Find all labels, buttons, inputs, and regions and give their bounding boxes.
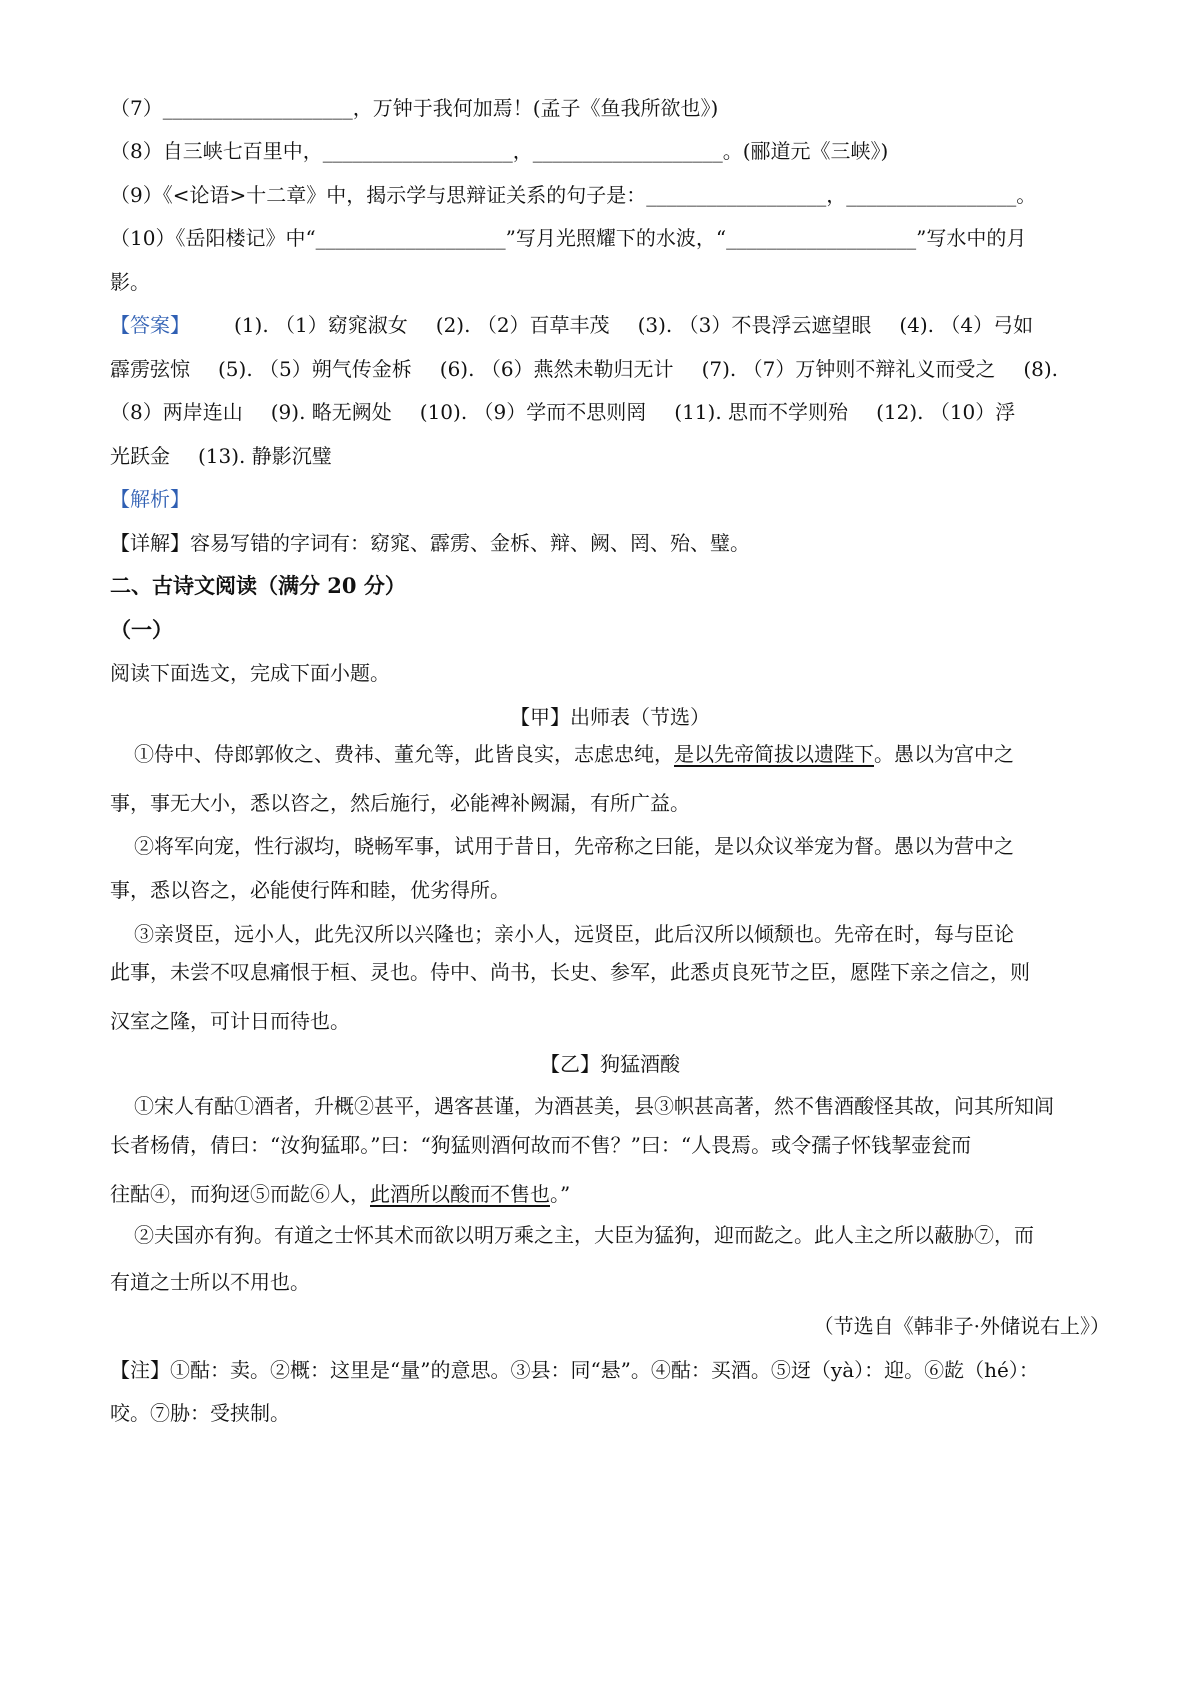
yi-text: 。”	[550, 1182, 571, 1206]
answer-item: (7). （7）万钟则不辩礼义而受之	[701, 357, 996, 381]
jia-paragraph-2-line-1: ②将军向宠，性行淑均，晓畅军事，试用于昔日，先帝称之曰能，是以众议举宠为督。愚以为营中之	[134, 834, 1014, 858]
jia-text: 。愚以为宫中之	[874, 742, 1014, 766]
jia-paragraph-3-line-1: ③亲贤臣，远小人，此先汉所以兴隆也；亲小人，远贤臣，此后汉所以倾颓也。先帝在时，每与臣论	[134, 922, 1014, 946]
answer-line-1	[110, 311, 1110, 339]
notes-line-2: 咬。⑦胁：受挟制。	[110, 1401, 290, 1425]
analysis-detail: 【详解】容易写错的字词有：窈窕、霹雳、金柝、辩、阙、罔、殆、璧。	[110, 531, 750, 555]
answer-item: (6). （6）燕然未勒归无计	[439, 357, 674, 381]
passage-yi-title: 【乙】狗猛酒酸	[540, 1052, 680, 1076]
answer-item: (12). （10）浮	[876, 400, 1016, 424]
jia-text: ①侍中、侍郎郭攸之、费祎、董允等，此皆良实，志虑忠纯，	[134, 742, 674, 766]
section-title: 二、古诗文阅读（满分 20 分）	[110, 573, 406, 598]
yi-text: 往酤④，而狗迓⑤而龁⑥人，	[110, 1182, 370, 1206]
fill-question-9: （9）《<论语>十二章》中，揭示学与思辩证关系的句子是：__________________，_________________。	[110, 183, 1037, 207]
fill-question-10-cont: 影。	[110, 270, 150, 294]
fill-question-7: （7）___________________，万钟于我何加焉！(孟子《鱼我所欲也》)	[110, 96, 719, 120]
passage-jia-title: 【甲】出师表（节选）	[510, 705, 710, 729]
jia-paragraph-2-line-2: 事，悉以咨之，必能使行阵和睦，优劣得所。	[110, 878, 510, 902]
answer-item: (2). （2）百草丰茂	[435, 313, 610, 337]
jia-paragraph-1-line-2: 事，事无大小，悉以咨之，然后施行，必能裨补阙漏，有所广益。	[110, 791, 690, 815]
answer-item: 光跃金	[110, 444, 170, 468]
jia-underlined-sentence: 是以先帝简拔以遗陛下	[674, 742, 874, 766]
yi-paragraph-1-line-3	[110, 1180, 1110, 1208]
yi-paragraph-2-line-2: 有道之士所以不用也。	[110, 1270, 310, 1294]
reading-instruction: 阅读下面选文，完成下面小题。	[110, 661, 390, 685]
answer-item: (3). （3）不畏浮云遮望眼	[637, 313, 872, 337]
answer-item: (9). 略无阙处	[270, 400, 392, 424]
answer-item: (10). （9）学而不思则罔	[419, 400, 647, 424]
analysis-label: 【解析】	[110, 487, 190, 511]
yi-paragraph-1-line-2: 长者杨倩，倩曰：“汝狗猛耶。”曰：“狗猛则酒何故而不售？”曰：“人畏焉。或令孺子怀钱挈壶瓮而	[110, 1133, 972, 1157]
answer-item: （8）两岸连山	[110, 400, 243, 424]
section-subtitle: （一）	[110, 617, 173, 642]
answer-line-3	[110, 398, 1110, 426]
fill-question-10: （10）《岳阳楼记》中“___________________”写月光照耀下的水波，“___________________”写水中的月	[110, 226, 1027, 250]
yi-underlined-sentence: 此酒所以酸而不售也	[370, 1182, 550, 1206]
notes-line-1: 【注】①酤：卖。②概：这里是“量”的意思。③县：同“悬”。④酤：买酒。⑤迓（yà）：迎。⑥龁（hé）：	[110, 1358, 1039, 1382]
yi-paragraph-2-line-1: ②夫国亦有狗。有道之士怀其术而欲以明万乘之主，大臣为猛狗，迎而龁之。此人主之所以蔽胁⑦，而	[134, 1223, 1034, 1247]
answer-line-4	[110, 442, 1110, 470]
answer-item: (13). 静影沉璧	[198, 444, 332, 468]
answer-label: 【答案】	[110, 313, 190, 337]
answer-item: (8).	[1023, 357, 1059, 381]
answer-item: 霹雳弦惊	[110, 357, 190, 381]
answer-item: (11). 思而不学则殆	[674, 400, 849, 424]
yi-source: （节选自《韩非子·外储说右上》）	[813, 1314, 1110, 1338]
jia-paragraph-3-line-3: 汉室之隆，可计日而待也。	[110, 1009, 350, 1033]
fill-question-8: （8）自三峡七百里中，___________________，___________________。(郦道元《三峡》)	[110, 139, 889, 163]
yi-paragraph-1-line-1: ①宋人有酤①酒者，升概②甚平，遇客甚谨，为酒甚美，县③帜甚高著，然不售酒酸怪其故，问其所知闾	[134, 1094, 1054, 1118]
answer-line-2	[110, 355, 1110, 383]
answer-item: (1). （1）窈窕淑女	[234, 313, 408, 337]
jia-paragraph-1-line-1	[134, 740, 1110, 768]
jia-paragraph-3-line-2: 此事，未尝不叹息痛恨于桓、灵也。侍中、尚书，长史、参军，此悉贞良死节之臣，愿陛下亲之信之，则	[110, 960, 1030, 984]
answer-item: (5). （5）朔气传金柝	[218, 357, 412, 381]
answer-item: (4). （4）弓如	[899, 313, 1034, 337]
